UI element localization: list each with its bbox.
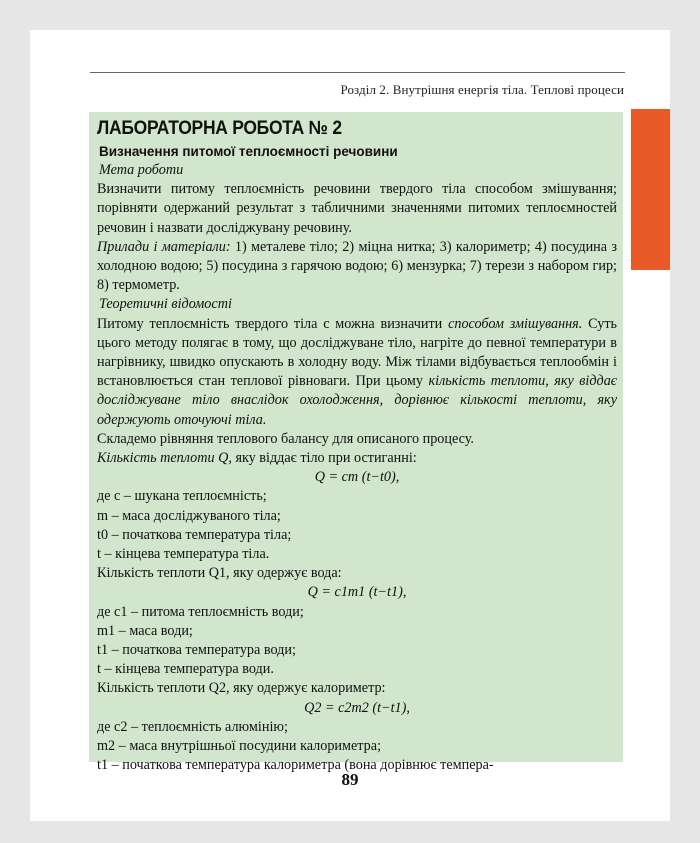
definition: t0 – початкова температура тіла; [97, 526, 292, 543]
theory-paragraph-2: Складемо рівняння теплового балансу для описаного процесу. [97, 430, 474, 447]
theory-text-a: Питому теплоємність твердого тіла c можна визначити [97, 315, 449, 332]
definition: t1 – початкова температура води; [97, 642, 296, 659]
page-number: 89 [341, 770, 359, 789]
equipment-text: 1) металеве тіло; 2) міцна нитка; 3) калориметр; 4) посудина з холодною водою; 5) посудина з гарячою водою; 6) мензурка; 7) терези з набором гир; 8) термометр. [97, 238, 617, 294]
equation-3: Q2 = c2m2 (t−t1), [304, 699, 410, 716]
water-heat-intro: Кількість теплоти Q1, яку одержує вода: [97, 565, 342, 582]
theory-paragraph-1 [97, 315, 617, 430]
calorimeter-heat-intro: Кількість теплоти Q2, яку одержує калориметр: [97, 680, 386, 697]
definition: де c1 – питома теплоємність води; [97, 603, 304, 620]
definition: m1 – маса води; [97, 622, 193, 639]
theory-text-e: Кількість теплоти Q, [97, 450, 232, 467]
definition: t – кінцева температура води. [97, 661, 274, 678]
equipment-paragraph [97, 238, 617, 296]
definition: m – маса досліджуваного тіла; [97, 507, 281, 524]
theory-text-b: способом змішування. [448, 315, 583, 332]
definition: t – кінцева температура тіла. [97, 546, 270, 563]
purpose-text: Визначити питому теплоємність речовини твердого тіла способом змішування; порівняти одержаний результат з табличними значеннями питомих теплоємностей речовин і назвати досліджувану речовину. [97, 181, 617, 236]
definition: t1 – початкова температура калориметра (вона дорівнює темпера- [97, 757, 494, 774]
lab-content [97, 116, 617, 776]
lab-title: ЛАБОРАТОРНА РОБОТА № 2 [97, 118, 342, 139]
lab-subtitle: Визначення питомої теплоємності речовини [99, 144, 398, 159]
theory-text-f: яку віддає тіло при остиганні: [231, 450, 417, 467]
theory-heading: Теоретичні відомості [99, 296, 232, 313]
header-rule [90, 72, 625, 73]
definition: m2 – маса внутрішньої посудини калориметра; [97, 738, 382, 755]
equipment-heading: Прилади і матеріали: [97, 238, 231, 255]
purpose-heading: Мета роботи [99, 162, 184, 178]
chapter-tab [631, 109, 670, 270]
theory-paragraph-3 [97, 449, 617, 468]
running-header: Розділ 2. Внутрішня енергія тіла. Теплові процеси [340, 82, 624, 97]
theory-text-c: Суть цього методу полягає в тому, що досліджуване тіло, нагріте до певної температури в нагрівнику, швидко опускають в холодну воду. Між тілами відбувається теплообмін і встановлюється стан теплової рівноваги. При цьому [97, 315, 618, 390]
equation-1: Q = cm (t−t0), [314, 469, 400, 486]
definition: де c – шукана теплоємність; [97, 488, 267, 505]
theory-text-d: кількість теплоти, яку віддає досліджуване тіло внаслідок охолодження, дорівнює кількості теплоти, яку одержують оточуючі тіла. [97, 373, 617, 428]
equation-2: Q = c1m1 (t−t1), [307, 584, 407, 601]
definition: де c2 – теплоємність алюмінію; [97, 718, 288, 735]
